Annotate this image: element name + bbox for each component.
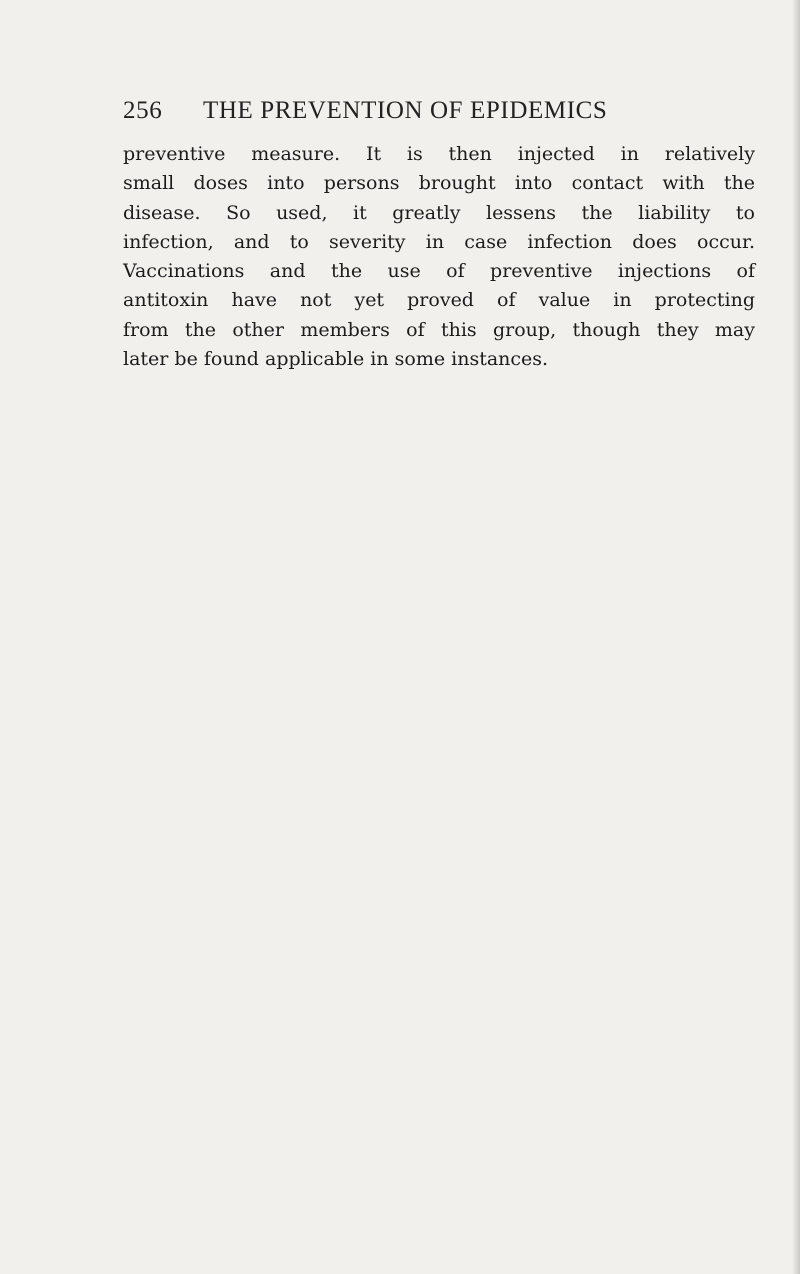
page-edge-shadow bbox=[792, 0, 800, 1274]
text-line: infection, and to severity in case infection does occur. bbox=[123, 230, 755, 253]
text-line: preventive measure. It is then injected in relatively bbox=[123, 143, 755, 165]
running-head-title: THE PREVENTION OF EPIDEMICS bbox=[203, 97, 608, 124]
text-line: from the other members of this group, though they may bbox=[123, 318, 755, 341]
text-line: small doses into persons brought into contact with the bbox=[123, 172, 755, 195]
body-paragraph bbox=[123, 140, 755, 374]
text-line: Vaccinations and the use of preventive injections of bbox=[123, 260, 755, 283]
text-line: antitoxin have not yet proved of value in protecting bbox=[123, 289, 755, 312]
running-head bbox=[123, 97, 683, 125]
text-line: later be found applicable in some instances. bbox=[123, 348, 549, 371]
text-line: disease. So used, it greatly lessens the liability to bbox=[123, 201, 755, 224]
page-number: 256 bbox=[123, 97, 163, 124]
